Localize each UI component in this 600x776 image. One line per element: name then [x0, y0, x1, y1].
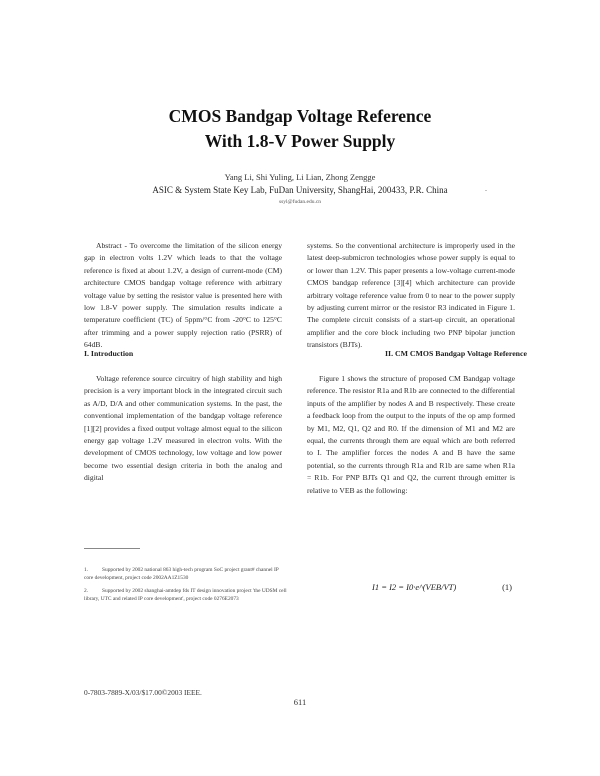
introduction-body	[84, 373, 282, 485]
abstract	[84, 240, 282, 352]
author-list: Yang Li, Shi Yuling, Li Lian, Zhong Zengge	[224, 172, 376, 182]
footnote-1-number: 1.	[84, 567, 89, 573]
section2-text: Figure 1 shows the structure of proposed CM Bandgap voltage reference. The resistor R1a and R1b are connected to the differential inputs of the amplifier by nodes A and B respectively. These create a feedback loop from the output to the inputs of the op amp formed by M1, M2, Q1, Q2 and R0. If the dimension of M1 and M2 are equal, the currents through them are equal which are both referred to I. The amplifier forces the nodes A and B have the same potential, so the currents through R1a and R1b are same when R1a = R1b. For PNP BJTs Q1 and Q2, the current through emitter is relative to VEB as the following:	[307, 374, 515, 495]
right-intro-text: systems. So the conventional architecture is improperly used in the latest deep-submicron technologies whose power supply is equal to or lower than 1.2V. This paper presents a low-voltage current-mode CMOS bandgap reference [3][4] which architecture can provide arbitrary voltage reference value from 0 to near to the power supply by adjusting current mirror or the resistor R3 indicated in Figure 1. The complete circuit consists of a start-up circuit, an operational amplifier and the core block including two PNP bipolar junction transistors (BJTs).	[307, 241, 515, 350]
right-column-intro	[307, 240, 515, 352]
section-heading-introduction: I. Introduction	[84, 349, 134, 358]
footnote-divider	[84, 548, 140, 549]
footnote-1	[84, 566, 289, 582]
paper-title-line2: With 1.8-V Power Supply	[204, 131, 396, 151]
equation-number: (1)	[502, 582, 512, 592]
footnote-1-text: Supported by 2002 national 863 high-tech program SoC project grant# channel IP core development, project code 2002AA1Z1530	[84, 567, 279, 581]
equation-expression: I1 = I2 = I0·e^(VEB/VT)	[372, 582, 457, 592]
abstract-text: Abstract - To overcome the limitation of the silicon energy gap in electron volts 1.2V which leads to that the voltage reference is fixed at about 1.2V, a design of current-mode (CM) architecture CMOS bandgap voltage reference with arbitrary voltage value by setting the resistor value is presented here with low 1.8-V power supply. The simulation results indicate a temperature coefficient (TC) of 5ppm/°C from -20°C to 125°C after trimming and a power supply rejection ratio (PSRR) of 64dB.	[84, 241, 282, 350]
section-heading-cm-cmos: II. CM CMOS Bandgap Voltage Reference	[385, 349, 527, 358]
affiliation: ASIC & System State Key Lab, FuDan University, ShangHai, 200433, P.R. China	[152, 185, 448, 195]
section2-body	[307, 373, 515, 497]
isbn-notice: 0-7803-7889-X/03/$17.00©2003 IEEE.	[84, 688, 202, 697]
author-email[interactable]: ssyl@fudan.edu.cn	[278, 199, 322, 205]
footnote-2-number: 2.	[84, 588, 89, 594]
footnote-2-text: Supported by 2002 shanghai-amtdep fds IT design innovation project 'the UDSM cell library, UTC and related IP core development', project code 0276E2073	[84, 588, 287, 602]
stray-mark: .	[485, 184, 487, 193]
paper-title-line1: CMOS Bandgap Voltage Reference	[168, 106, 432, 126]
introduction-text: Voltage reference source circuitry of high stability and high precision is a very important block in the integrated circuit such as A/D, D/A and other communication systems. In the past, the conventional implementation of the bandgap voltage reference [1][2] provides a fixed output voltage almost equal to the silicon energy gap voltage 1.2V measured in electron volts. With the development of CMOS technology, low voltage and low power become two essential design criteria in both the analog and digital	[84, 374, 282, 483]
page-number: 611	[293, 697, 307, 707]
footnote-2	[84, 587, 289, 603]
